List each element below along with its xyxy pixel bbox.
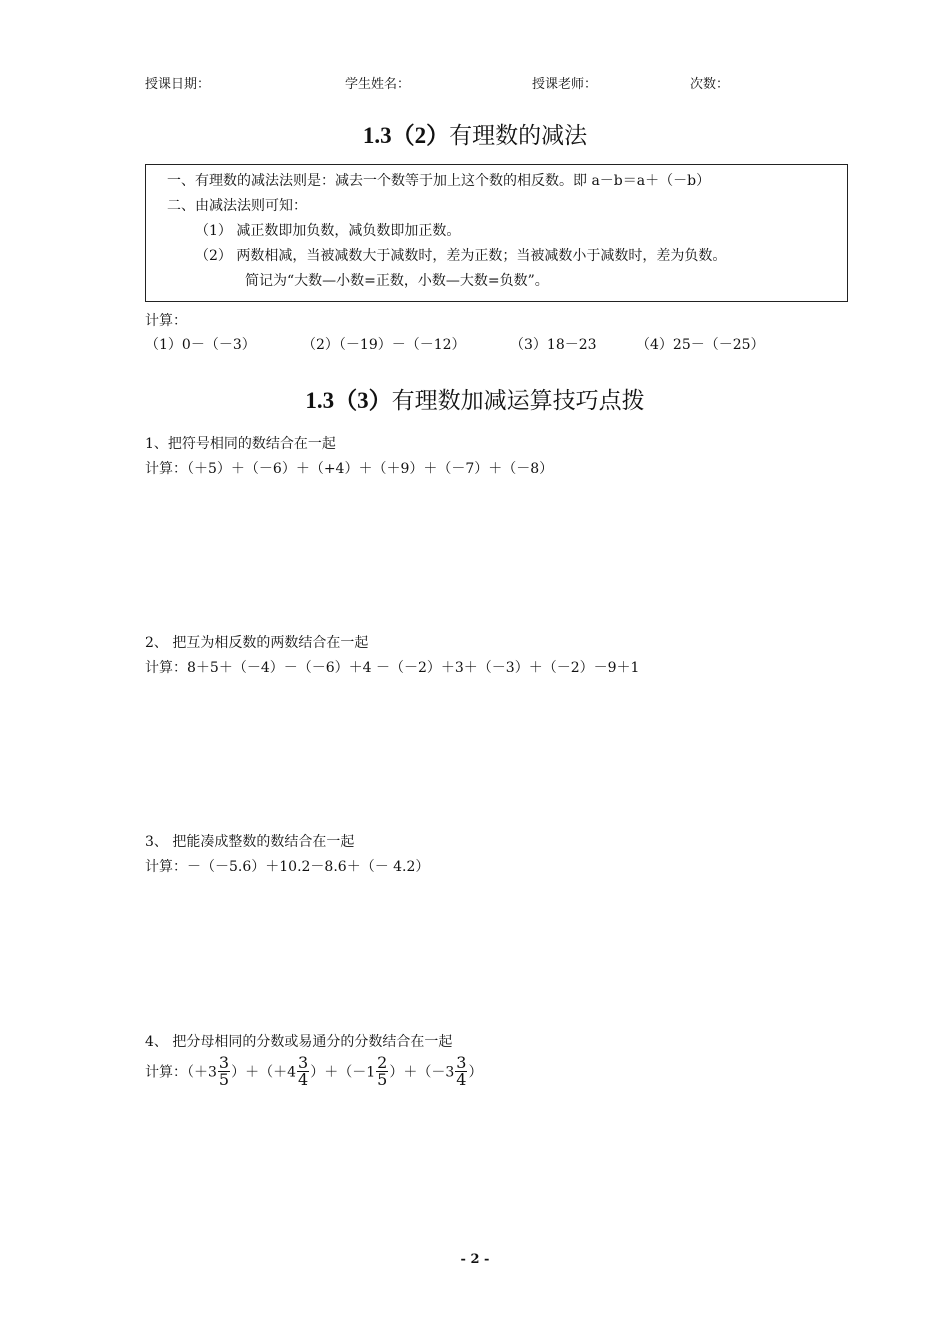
student-name-label: 学生姓名： (345, 77, 411, 92)
fraction-3-numerator: 2 (377, 1053, 388, 1072)
fraction-1 (218, 1055, 230, 1088)
rule-line-3: （1） 减正数即加负数，减负数即加正数。 (195, 223, 461, 239)
problem-3: （3）18－23 (510, 337, 597, 353)
date-label: 授课日期： (145, 77, 211, 92)
fraction-4 (455, 1055, 467, 1088)
item-4-calc-sep-3: ）＋（－1 (310, 1064, 376, 1081)
problem-4: （4）25－（－25） (636, 337, 765, 353)
rule-line-5: 简记为“大数—小数=正数，小数—大数=负数”。 (245, 273, 549, 289)
fraction-4-denominator: 4 (456, 1070, 467, 1089)
item-3-calc: 计算：－（－5.6）＋10.2－8.6＋（－ 4.2） (145, 859, 430, 875)
item-1-calc: 计算：（＋5）＋（－6）＋（+4）＋（＋9）＋（－7）＋（－8） (145, 461, 554, 477)
section1-title-text: 有理数的减法 (449, 123, 588, 149)
section1-title (0, 117, 950, 150)
count-label: 次数： (690, 77, 730, 92)
page-number: - 2 - (460, 1252, 490, 1267)
item-4-heading: 4、 把分母相同的分数或易通分的分数结合在一起 (145, 1034, 453, 1050)
fraction-2-denominator: 4 (298, 1070, 309, 1089)
item-2-calc: 计算：8＋5＋（－4）－（－6）＋4 －（－2）＋3＋（－3）＋（－2）－9＋1 (145, 660, 640, 676)
problem-1: （1）0－（－3） (145, 337, 256, 353)
item-3-heading: 3、 把能凑成整数的数结合在一起 (145, 834, 355, 850)
rule-line-2: 二、由减法法则可知： (167, 198, 307, 214)
item-2-heading: 2、 把互为相反数的两数结合在一起 (145, 635, 369, 651)
section1-title-number: 1.3（2） (362, 123, 450, 148)
fraction-2 (297, 1055, 309, 1088)
item-4-calc-end: ） (468, 1064, 483, 1081)
fraction-4-numerator: 3 (456, 1053, 467, 1072)
section1-calc-label: 计算： (145, 313, 187, 329)
teacher-label: 授课老师： (532, 77, 598, 92)
item-1-heading: 1、把符号相同的数结合在一起 (145, 436, 336, 452)
item-4-calc-sep-2: ）＋（＋4 (231, 1064, 297, 1081)
rule-line-1: 一、有理数的减法法则是：减去一个数等于加上这个数的相反数。即 a－b＝a＋（－b） (167, 173, 711, 189)
fraction-2-numerator: 3 (298, 1053, 309, 1072)
section2-title-text: 有理数加减运算技巧点拨 (391, 388, 645, 414)
item-4-calc-sep-4: ）＋（－3 (389, 1064, 455, 1081)
rule-line-4: （2） 两数相减，当被减数大于减数时，差为正数；当被减数小于减数时，差为负数。 (195, 248, 727, 264)
section2-title-number: 1.3（3） (305, 388, 392, 413)
fraction-3-denominator: 5 (377, 1070, 388, 1089)
problem-2: （2）（－19）－（－12） (302, 337, 466, 353)
section2-title (0, 382, 950, 415)
item-4-calc-label: 计算：（＋3 (145, 1064, 217, 1081)
fraction-1-numerator: 3 (218, 1053, 230, 1072)
fraction-1-denominator: 5 (218, 1070, 230, 1089)
item-4-calc (145, 1055, 482, 1088)
fraction-3 (376, 1055, 388, 1088)
